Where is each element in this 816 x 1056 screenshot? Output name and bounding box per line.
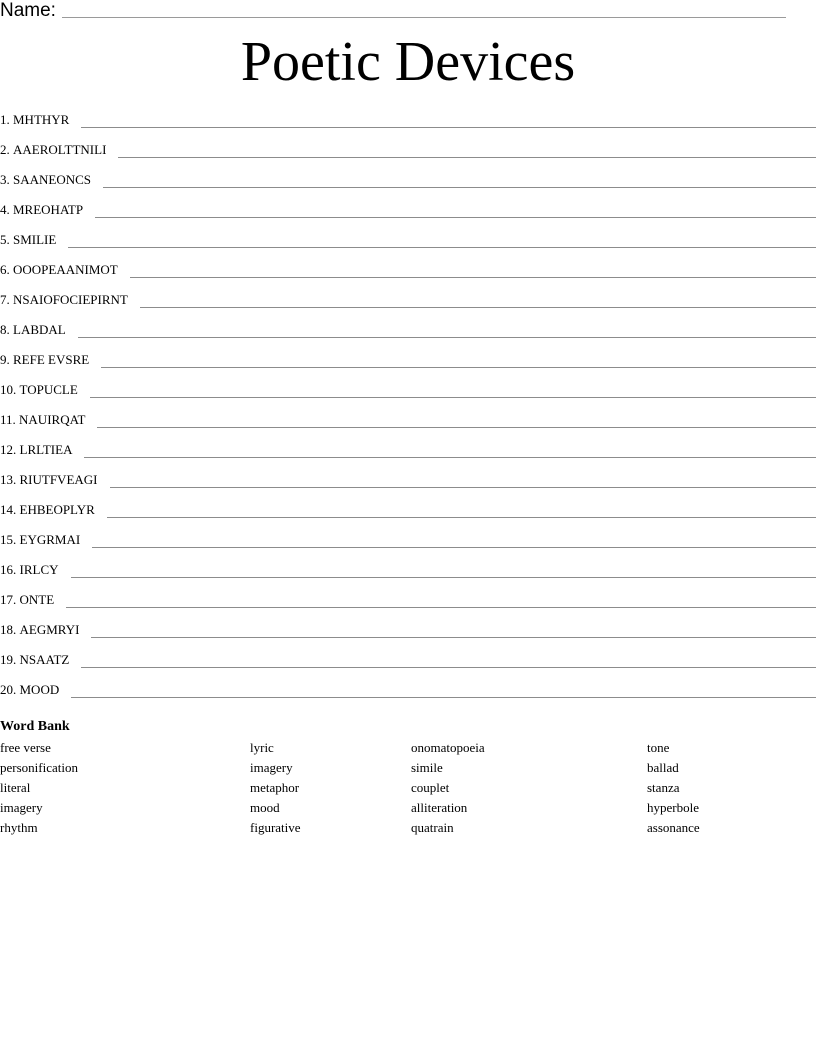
word-bank-item: personification <box>0 760 78 775</box>
answer-line[interactable] <box>84 457 816 458</box>
word-bank-grid <box>0 738 816 838</box>
question-number: 14. <box>0 502 17 517</box>
question-number: 5. <box>0 232 10 247</box>
question-number: 16. <box>0 562 17 577</box>
answer-line[interactable] <box>90 397 816 398</box>
scrambled-word: TOPUCLE <box>19 382 78 397</box>
answer-line[interactable] <box>95 217 816 218</box>
scrambled-word: LRLTIEA <box>19 442 73 457</box>
word-bank-item: imagery <box>0 800 43 815</box>
scrambled-word: NAUIRQAT <box>19 412 86 427</box>
word-bank-item: lyric <box>250 740 274 755</box>
name-row <box>0 0 786 22</box>
answer-line[interactable] <box>92 547 816 548</box>
question-number: 4. <box>0 202 10 217</box>
question-row <box>0 501 816 531</box>
scrambled-word: SMILIE <box>13 232 57 247</box>
answer-line[interactable] <box>103 187 816 188</box>
question-number: 7. <box>0 292 10 307</box>
scrambled-word: MREOHATP <box>13 202 84 217</box>
answer-line[interactable] <box>71 697 816 698</box>
question-row <box>0 441 816 471</box>
word-bank <box>0 718 816 838</box>
word-bank-item: figurative <box>250 820 301 835</box>
word-bank-item: metaphor <box>250 780 300 795</box>
question-row <box>0 111 816 141</box>
question-number: 18. <box>0 622 17 637</box>
word-bank-item: couplet <box>411 780 450 795</box>
word-bank-item: rhythm <box>0 820 38 835</box>
answer-line[interactable] <box>66 607 816 608</box>
scrambled-word: IRLCY <box>19 562 59 577</box>
word-bank-item: literal <box>0 780 31 795</box>
word-bank-item: hyperbole <box>647 800 699 815</box>
question-number: 19. <box>0 652 17 667</box>
scrambled-word: MHTHYR <box>13 112 70 127</box>
question-row <box>0 471 816 501</box>
question-row <box>0 621 816 651</box>
question-number: 6. <box>0 262 10 277</box>
question-number: 17. <box>0 592 17 607</box>
answer-line[interactable] <box>81 127 816 128</box>
question-row <box>0 531 816 561</box>
answer-line[interactable] <box>78 337 816 338</box>
question-number: 1. <box>0 112 10 127</box>
question-row <box>0 291 816 321</box>
question-row <box>0 681 816 711</box>
scrambled-word: OOOPEAANIMOT <box>13 262 118 277</box>
question-number: 10. <box>0 382 17 397</box>
word-bank-item: simile <box>411 760 443 775</box>
word-bank-column <box>411 738 485 838</box>
answer-line[interactable] <box>91 637 816 638</box>
word-bank-column <box>250 738 301 838</box>
word-bank-column <box>647 738 700 838</box>
answer-line[interactable] <box>118 157 816 158</box>
scrambled-word: AAEROLTTNILI <box>13 142 107 157</box>
question-number: 9. <box>0 352 10 367</box>
answer-line[interactable] <box>68 247 816 248</box>
question-row <box>0 591 816 621</box>
word-bank-item: imagery <box>250 760 293 775</box>
question-row <box>0 411 816 441</box>
word-bank-item: alliteration <box>411 800 468 815</box>
answer-line[interactable] <box>140 307 816 308</box>
question-row <box>0 141 816 171</box>
scrambled-word: SAANEONCS <box>13 172 92 187</box>
word-bank-item: free verse <box>0 740 51 755</box>
question-list <box>0 111 816 711</box>
answer-line[interactable] <box>71 577 816 578</box>
word-bank-item: onomatopoeia <box>411 740 485 755</box>
question-row <box>0 651 816 681</box>
page-title: Poetic Devices <box>240 31 576 93</box>
answer-line[interactable] <box>81 667 816 668</box>
scrambled-word: LABDAL <box>13 322 66 337</box>
word-bank-item: quatrain <box>411 820 454 835</box>
question-row <box>0 381 816 411</box>
word-bank-item: assonance <box>647 820 700 835</box>
question-row <box>0 351 816 381</box>
word-bank-column <box>0 738 78 838</box>
scrambled-word: ONTE <box>19 592 55 607</box>
answer-line[interactable] <box>97 427 816 428</box>
answer-line[interactable] <box>107 517 816 518</box>
name-label: Name: <box>0 0 56 21</box>
name-answer-line[interactable] <box>62 17 786 18</box>
question-number: 13. <box>0 472 17 487</box>
word-bank-item: tone <box>647 740 670 755</box>
scrambled-word: REFE EVSRE <box>13 352 90 367</box>
scrambled-word: NSAIOFOCIEPIRNT <box>13 292 128 307</box>
question-row <box>0 561 816 591</box>
question-number: 15. <box>0 532 17 547</box>
scrambled-word: EYGRMAI <box>19 532 81 547</box>
word-bank-item: stanza <box>647 780 680 795</box>
word-bank-item: mood <box>250 800 280 815</box>
scrambled-word: AEGMRYI <box>19 622 80 637</box>
question-number: 12. <box>0 442 17 457</box>
answer-line[interactable] <box>130 277 816 278</box>
question-number: 20. <box>0 682 17 697</box>
scrambled-word: MOOD <box>19 682 60 697</box>
question-row <box>0 201 816 231</box>
word-bank-title: Word Bank <box>0 719 70 734</box>
answer-line[interactable] <box>110 487 816 488</box>
scrambled-word: EHBEOPLYR <box>19 502 95 517</box>
question-number: 2. <box>0 142 10 157</box>
question-row <box>0 231 816 261</box>
question-number: 8. <box>0 322 10 337</box>
scrambled-word: NSAATZ <box>19 652 70 667</box>
question-row <box>0 171 816 201</box>
question-number: 11. <box>0 412 16 427</box>
question-row <box>0 261 816 291</box>
scrambled-word: RIUTFVEAGI <box>19 472 98 487</box>
question-row <box>0 321 816 351</box>
question-number: 3. <box>0 172 10 187</box>
answer-line[interactable] <box>101 367 816 368</box>
word-bank-item: ballad <box>647 760 679 775</box>
